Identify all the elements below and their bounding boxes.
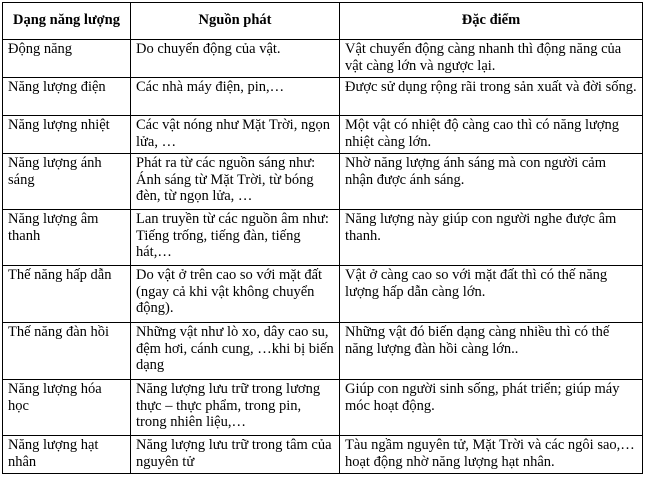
table-row bbox=[3, 154, 643, 210]
table-row bbox=[3, 78, 643, 116]
header-characteristics: Đặc điểm bbox=[340, 3, 643, 40]
cell-source: Năng lượng lưu trữ trong lương thực – thực phẩm, trong pin, trong nhiên liệu,… bbox=[131, 380, 340, 436]
table-row bbox=[3, 323, 643, 380]
cell-characteristics: Nhờ năng lượng ánh sáng mà con người cảm nhận được ánh sáng. bbox=[340, 154, 643, 210]
table-row bbox=[3, 436, 643, 474]
cell-source: Do chuyển động của vật. bbox=[131, 40, 340, 78]
table-row bbox=[3, 266, 643, 323]
cell-energy-form: Năng lượng điện bbox=[3, 78, 131, 116]
cell-characteristics: Được sử dụng rộng rãi trong sản xuất và đời sống. bbox=[340, 78, 643, 116]
header-source: Nguồn phát bbox=[131, 3, 340, 40]
cell-energy-form: Năng lượng nhiệt bbox=[3, 116, 131, 154]
table-row bbox=[3, 116, 643, 154]
cell-energy-form: Thế năng hấp dẫn bbox=[3, 266, 131, 323]
cell-energy-form: Năng lượng hạt nhân bbox=[3, 436, 131, 474]
energy-forms-table bbox=[2, 2, 643, 474]
table-body bbox=[3, 40, 643, 474]
cell-characteristics: Một vật có nhiệt độ càng cao thì có năng lượng nhiệt càng lớn. bbox=[340, 116, 643, 154]
cell-characteristics: Vật chuyển động càng nhanh thì động năng của vật càng lớn và ngược lại. bbox=[340, 40, 643, 78]
cell-characteristics: Những vật đó biến dạng càng nhiều thì có thế năng lượng đàn hồi càng lớn.. bbox=[340, 323, 643, 380]
cell-source: Lan truyền từ các nguồn âm như: Tiếng trống, tiếng đàn, tiếng hát,… bbox=[131, 210, 340, 266]
cell-energy-form: Động năng bbox=[3, 40, 131, 78]
cell-characteristics: Vật ở càng cao so với mặt đất thì có thế năng lượng hấp dẫn càng lớn. bbox=[340, 266, 643, 323]
table-header bbox=[3, 3, 643, 40]
header-energy-form: Dạng năng lượng bbox=[3, 3, 131, 40]
cell-source: Các vật nóng như Mặt Trời, ngọn lửa, … bbox=[131, 116, 340, 154]
cell-characteristics: Năng lượng này giúp con người nghe được âm thanh. bbox=[340, 210, 643, 266]
table-row bbox=[3, 380, 643, 436]
cell-characteristics: Giúp con người sinh sống, phát triển; giúp máy móc hoạt động. bbox=[340, 380, 643, 436]
cell-source: Những vật như lò xo, dây cao su, đệm hơi, cánh cung, …khi bị biến dạng bbox=[131, 323, 340, 380]
cell-source: Do vật ở trên cao so với mặt đất (ngay cả khi vật không chuyển động). bbox=[131, 266, 340, 323]
cell-energy-form: Thế năng đàn hồi bbox=[3, 323, 131, 380]
cell-energy-form: Năng lượng hóa học bbox=[3, 380, 131, 436]
cell-energy-form: Năng lượng ánh sáng bbox=[3, 154, 131, 210]
table-row bbox=[3, 40, 643, 78]
cell-source: Phát ra từ các nguồn sáng như: Ánh sáng từ Mặt Trời, từ bóng đèn, từ ngọn lửa, … bbox=[131, 154, 340, 210]
header-row bbox=[3, 3, 643, 40]
table-row bbox=[3, 210, 643, 266]
cell-characteristics: Tàu ngầm nguyên tử, Mặt Trời và các ngôi sao,…hoạt động nhờ năng lượng hạt nhân. bbox=[340, 436, 643, 474]
cell-source: Các nhà máy điện, pin,… bbox=[131, 78, 340, 116]
cell-energy-form: Năng lượng âm thanh bbox=[3, 210, 131, 266]
cell-source: Năng lượng lưu trữ trong tâm của nguyên tử bbox=[131, 436, 340, 474]
